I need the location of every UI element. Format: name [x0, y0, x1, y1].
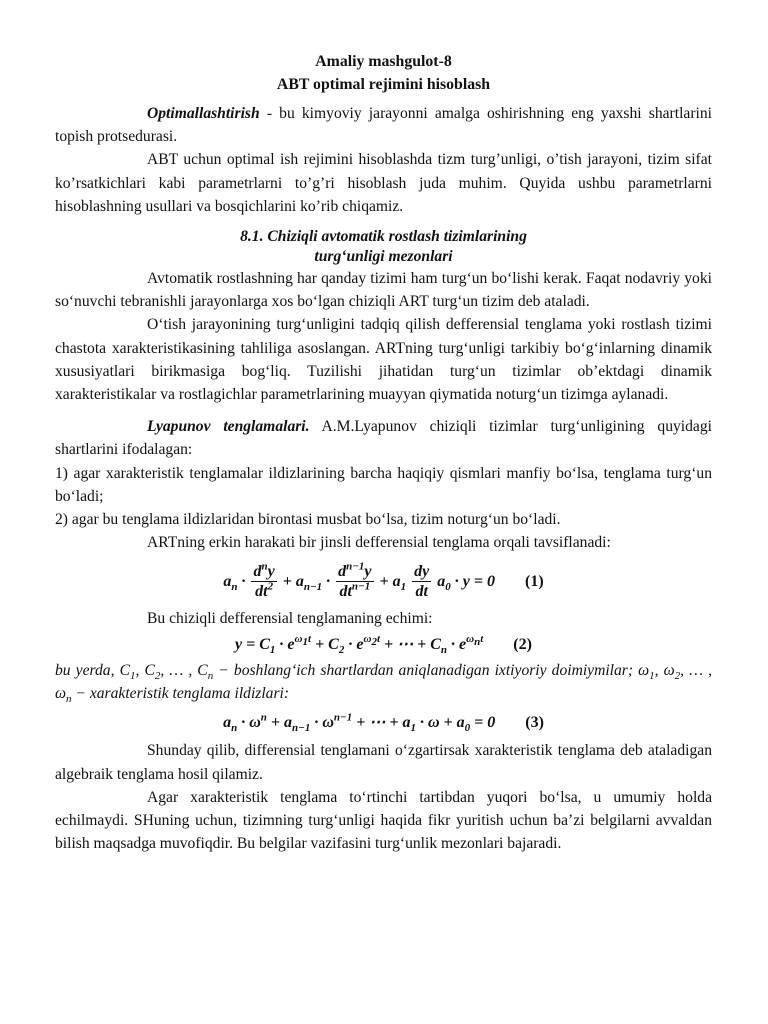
section-heading-line-2: turg‘unligi mezonlari	[314, 248, 453, 266]
where-part-c: xarakteristik tenglama ildizlari:	[89, 685, 290, 703]
body-paragraph-4: Bu chiziqli defferensial tenglamaning echimi:	[147, 610, 433, 628]
page-title	[55, 50, 712, 96]
section-heading-line-1: 8.1. Chiziqli avtomatik rostlash tizimlarining	[240, 228, 527, 246]
lyapunov-term: Lyapunov tenglamalari.	[147, 418, 310, 436]
intro-rest: - bu kimyoviy jarayonni amalga oshirishning eng yaxshi shartlarini topish protsedurasi.	[55, 105, 712, 146]
roots-list: $\omega_1$, $\omega_2$, … , $\omega_n$ −	[55, 661, 712, 706]
constants-list: $C_1$, $C_2$, … , $C_n$ −	[119, 661, 234, 682]
equation-3-number: (3)	[525, 714, 544, 732]
lyapunov-paragraph	[55, 415, 712, 461]
title-line-2: ABT optimal rejimini hisoblash	[276, 76, 491, 93]
where-paragraph	[55, 659, 712, 705]
body-paragraph-6: Agar xarakteristik tenglama to‘rtinchi tartibdan yuqori bo‘lsa, u umumiy holda echilmaydi. SHuning uchun, tizimning turg‘unligi haqida fikr yuritish uchun ba’zi belgilarni avvaldan bilish maqsadga muvofiqdir. Bu belgilar vazifasini turg‘unlik mezonlari bajaradi.	[55, 788, 712, 853]
where-part-b: boshlang‘ich shartlardan aniqlanadigan ixtiyoriy doimiymilar;	[233, 661, 639, 679]
equation-1: $a_n$ · $\frac{d^ny}{dt^2}$ + $a_{n-1}$ · $\frac{d^{n-1}y}{dt^{n-1}}$ + $a_1$ $\frac{dy}{dt}$ $a_0 \cdot y = 0$ (1)	[223, 561, 544, 601]
body-paragraph-2: O‘tish jarayonining turg‘unligini tadqiq qilish defferensial tenglama yoki rostlash tizimi chastota xarakteristikasining tahliliga asoslangan. ARTning turg‘unligi tarkibiy bo‘g‘inlarning dinamik xususiyatlari birikmasiga bog‘liq. Tuzilishi jihatidan turg‘un tizimlar ob’ektdagi dinamik xarakteristikalar va rostlagichlar parametrlarining muayyan qiymatida noturg‘un tizimga aylanadi.	[55, 316, 712, 404]
equation-1-number: (1)	[524, 572, 544, 590]
body-paragraph-1: Avtomatik rostlashning har qanday tizimi ham turg‘un bo‘lishi kerak. Faqat nodavriy yoki so‘nuvchi tebranishli jarayonlarga xos bo‘lgan chiziqli ART turg‘un tizim deb ataladi.	[55, 270, 712, 311]
equation-2: $y = C_1 \cdot e^{\omega_1t} + C_2 \cdot e^{\omega_2t}$ + ⋯ + $C_n \cdot e^{\omega_nt}$ (2)	[235, 633, 532, 656]
intro-paragraph-2: ABT uchun optimal ish rejimini hisoblashda tizm turg’unligi, o’tish jarayoni, tizim sifat ko’rsatkichlari kabi parametrlarni to’g’ri hisoblash juda muhim. Quyida ushbu parametrlarni hisoblashning usullari va bosqichlarini ko’rib chiqamiz.	[55, 151, 712, 215]
intro-term: Optimallashtirish	[147, 105, 260, 122]
equation-3: $a_n \cdot \omega^n + a_{n-1} \cdot \omega^{n-1}$ + ⋯ + $a_1 \cdot \omega + a_0 = 0$ (3)	[223, 711, 544, 735]
title-line-1: Amaliy mashgulot-8	[315, 53, 452, 70]
condition-item-2: 2) agar bu tenglama ildizlaridan birontasi musbat bo‘lsa, tizim noturg‘un bo‘ladi.	[55, 511, 561, 529]
condition-item-1: 1) agar xarakteristik tenglamalar ildizlarining barcha haqiqiy qismlari manfiy bo‘lsa, tenglama turg‘un bo‘ladi;	[55, 464, 712, 505]
section-heading	[55, 227, 712, 267]
where-part-a: bu yerda,	[55, 661, 120, 679]
intro-paragraph-1	[55, 102, 712, 148]
lyapunov-rest: A.M.Lyapunov chiziqli tizimlar turg‘unligining quyidagi shartlarini ifodalagan:	[55, 418, 712, 459]
body-paragraph-3: ARTning erkin harakati bir jinsli defferensial tenglama orqali tavsiflanadi:	[147, 534, 611, 552]
body-paragraph-5: Shunday qilib, differensial tenglamani o‘zgartirsak xarakteristik tenglama deb ataladigan algebraik tenglama hosil qilamiz.	[55, 742, 712, 783]
equation-2-number: (2)	[513, 635, 532, 653]
